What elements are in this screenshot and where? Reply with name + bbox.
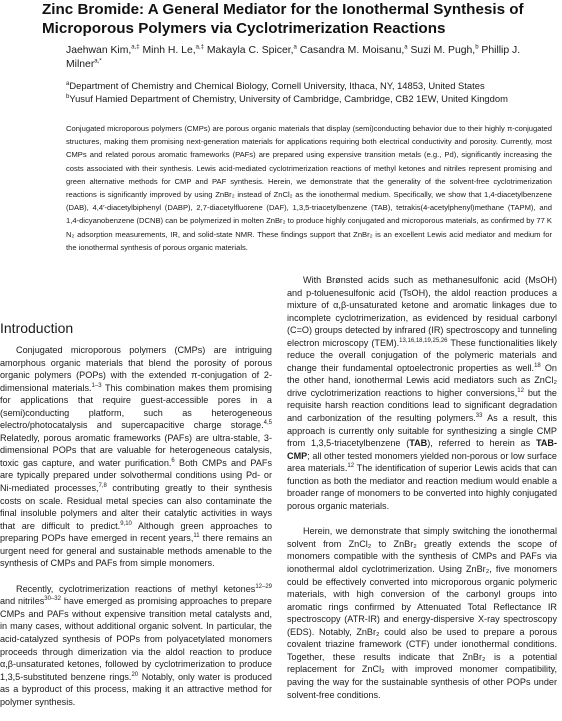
paragraph: With Brønsted acids such as methanesulfonic acid (MsOH) and p-toluenesulfonic acid (TsOH), the aldol reaction produces a mixture of α,β-unsaturated ketone and aromatic linkages due to incomplete cyclotrimerization, as evidenced by residual carbonyl (C=O) groups detected by infrared (IR) spectroscopy and tunneling electron microscopy (TEM).$^{13,16,18,19,25,26}$ These functionalities likely reduce the overall conjugation of the polymeric materials and change their fundamental optoelectronic properties as well.$^{18}$ On the other hand, ionothermal Lewis acid mediators such as ZnCl₂ drive cyclotrimerization reactions to higher conversions,$^{12}$ but the requisite harsh reaction conditions lead to significant degradation and carbonization of the resulting polymers.$^{33}$ As a result, this approach is currently only suitable for synthesizing a single CMP from 1,3,5-triacetylbenzene (TAB), referred to herein as TAB-CMP; all other tested monomers yielded non-porous or low surface area materials.$^{12}$ The identification of superior Lewis acids that can function as both the mediator and reaction medium would enable a broader range of monomers to be converted into highly conjugated porous organic materials.: [287, 275, 557, 511]
author: Suzi M. Pugh,$^b$: [410, 44, 479, 56]
right-column: [287, 274, 557, 714]
author: Jaehwan Kim,$^{a,\ddagger}$: [66, 44, 140, 56]
author-list: [66, 44, 546, 72]
section-heading: Introduction: [0, 320, 74, 336]
paragraph: Recently, cyclotrimerization reactions of methyl ketones$^{12-29}$ and nitriles$^{30-32}$ have emerged as promising approaches to prepare CMPs and PAFs without expensive transition metal catalysts and, in many cases, without additional organic solvent. In particular, the acid-catalyzed synthesis of POPs from polyacetylated monomers proceeds through dimerization via the aldol reaction to produce α,β-unsaturated ketones, followed by cyclotrimerization to produce 1,3,5-substituted benzene rings.$^{20}$ Notably, only water is produced as a byproduct of this process, making it an attractive method for polymer synthesis.: [0, 583, 272, 707]
author: Makayla C. Spicer,$^a$: [206, 44, 297, 56]
paragraph: Conjugated microporous polymers (CMPs) are intriguing amorphous organic materials that blend the porosity of porous organic polymers (POPs) with the extended π-conjugation of 2-dimensional materials.$^{1-3}$ This combination makes them promising for applications that require guest-accessible pores in a (semi)conducting platform, such as heterogeneous electro/photocatalysis and supercapacitive charge storage.$^{4,5}$ Relatedly, porous aromatic frameworks (PAFs) are ultra-stable, 3-dimensional POPs that are valuable for heterogeneous catalysis, toxic gas capture, and water purification.$^6$ Both CMPs and PAFs are typically prepared under solvothermal conditions using Pd- or Ni-mediated processes,$^{7,8}$ contributing greatly to their synthesis costs on scale. Residual metal species can also contaminate the final insoluble polymers and alter their catalytic activities in ways that are difficult to predict.$^{9,10}$ Although green approaches to preparing POPs have emerged in recent years,$^{11}$ there remains an urgent need for general and sustainable methods amenable to the synthesis of CMPs and PAFs from simple monomers.: [0, 345, 273, 569]
left-column: [0, 320, 272, 721]
paragraph: Herein, we demonstrate that simply switching the ionothermal solvent from ZnCl₂ to ZnBr₂ greatly extends the scope of monomers compatible with the synthesis of CMPs and PAFs via ionothermal aldol cyclotrimerization. Using ZnBr₂, five monomers could be effectively converted into microporous organic polymeric materials, with high conversion of the carbonyl groups into aromatic rings confirmed by Attenuated Total Reflectance IR spectroscopy (ATR-IR) and energy-dispersive X-ray spectroscopy (EDS). Notably, ZnBr₂ could also be used to prepare a porous covalent triazine framework (CTF) under ionothermal conditions. Together, these results indicate that ZnBr₂ is a potential replacement for ZnCl₂ with improved monomer compatibility, paving the way for the sustainable synthesis of other POPs under solvent-free conditions.: [287, 526, 557, 700]
affiliation: $^b$Yusuf Hamied Department of Chemistry, University of Cambridge, Cambridge, CB2 1EW, United Kingdom: [66, 92, 508, 104]
affiliation: $^a$Department of Chemistry and Chemical Biology, Cornell University, Ithaca, NY, 14853, United States: [66, 80, 485, 91]
paper-title: Zinc Bromide: A General Mediator for the Ionothermal Synthesis of Microporous Polymers via Cyclotrimerization Reactions: [42, 1, 524, 37]
author: Casandra M. Moisanu,$^a$: [299, 44, 408, 56]
affiliations: [66, 80, 546, 105]
author: Minh H. Le,$^{a,\ddagger}$: [142, 44, 204, 56]
author: Phillip J. Milner$^{a,*}$: [66, 45, 521, 70]
abstract: Conjugated microporous polymers (CMPs) are porous organic materials that display (semi)conducting behavior due to their highly π-conjugated structures, making them promising next-generation materials for applications requiring both electrical conductivity and porosity. Currently, most CMPs and related porous aromatic frameworks (PAFs) are prepared using expensive transition metals (e.g., Pd), significantly increasing the costs associated with their synthesis. Lewis acid-mediated cyclotrimerization reactions of methyl ketones and nitriles represent promising and green alternative methods for CMP and PAF synthesis. Herein, we demonstrate that the generality of the solvent-free cyclotrimerization reactions is significantly improved by using ZnBr₂ instead of ZnCl₂ as the ionothermal medium. Specifically, we show that 1,4-diacetylbenzene (DAB), 4,4′-diacetylbiphenyl (DABP), 2,7-diacetylfluorene (DAF), 1,3,5-triacetylbenzene (TAB), tetrakis(4-acetylphenyl)methane (TAPM), and 1,4-dicyanobenzene (DCNB) can be polymerized in molten ZnBr₂ to produce highly conjugated and microporous materials, as confirmed by 77 K N₂ adsorption measurements, IR, and solid-state NMR. These findings support that ZnBr₂ is an excellent Lewis acid mediator and medium for the ionothermal synthesis of porous organic materials.: [66, 124, 552, 252]
